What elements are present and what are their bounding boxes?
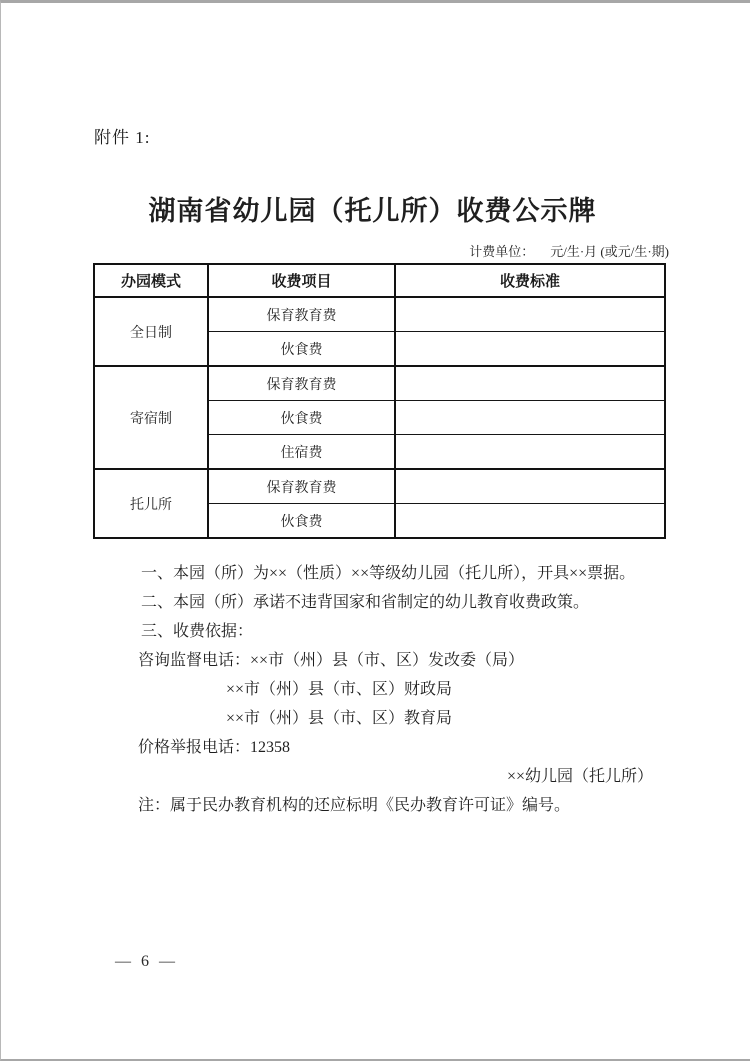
attachment-label: 附件 1: [94,128,151,147]
note-line-2: 二、本园（所）承诺不违背国家和省制定的幼儿教育收费政策。 [141,594,590,611]
billing-unit-line [93,241,669,260]
supervision-phone-line-2: ××市（州）县（市、区）财政局 [226,681,453,698]
fee-standard-cell [395,435,665,470]
note-line-1: 一、本园（所）为××（性质）××等级幼儿园（托儿所），开具××票据。 [141,565,636,582]
supervision-phone-line-3: ××市（州）县（市、区）教育局 [226,710,453,727]
table-header-row [94,264,665,297]
fee-standard-cell [395,469,665,504]
page-number: — 6 — [115,953,178,970]
page-title: 湖南省幼儿园（托儿所）收费公示牌 [148,196,597,226]
table-row [94,297,665,332]
fee-item-cell: 保育教育费 [208,297,395,332]
billing-unit-value: 元/生·月 (或元/生·期) [550,244,669,259]
fee-standard-cell [395,504,665,539]
fee-standard-cell [395,366,665,401]
fee-standard-cell [395,332,665,367]
col-header-item: 收费项目 [208,264,395,297]
fee-item-cell: 保育教育费 [208,366,395,401]
notes-section [93,559,669,820]
col-header-mode: 办园模式 [94,264,208,297]
footnote-line: 注：属于民办教育机构的还应标明《民办教育许可证》编号。 [138,797,571,814]
fee-table [93,263,666,539]
fee-item-cell: 伙食费 [208,332,395,367]
fee-item-cell: 伙食费 [208,504,395,539]
table-row [94,469,665,504]
fee-standard-cell [395,401,665,435]
mode-cell-boarding: 寄宿制 [94,366,208,469]
price-report-phone-line: 价格举报电话：12358 [138,739,291,756]
billing-unit-label: 计费单位： [469,244,535,259]
fee-item-cell: 保育教育费 [208,469,395,504]
signature-line: ××幼儿园（托儿所） [506,768,653,785]
mode-cell-full-day: 全日制 [94,297,208,366]
col-header-standard: 收费标准 [395,264,665,297]
fee-item-cell: 伙食费 [208,401,395,435]
supervision-phone-line: 咨询监督电话：××市（州）县（市、区）发改委（局） [138,652,525,669]
fee-standard-cell [395,297,665,332]
table-row [94,366,665,401]
note-line-3: 三、收费依据： [141,623,254,640]
fee-item-cell: 住宿费 [208,435,395,470]
mode-cell-nursery: 托儿所 [94,469,208,538]
